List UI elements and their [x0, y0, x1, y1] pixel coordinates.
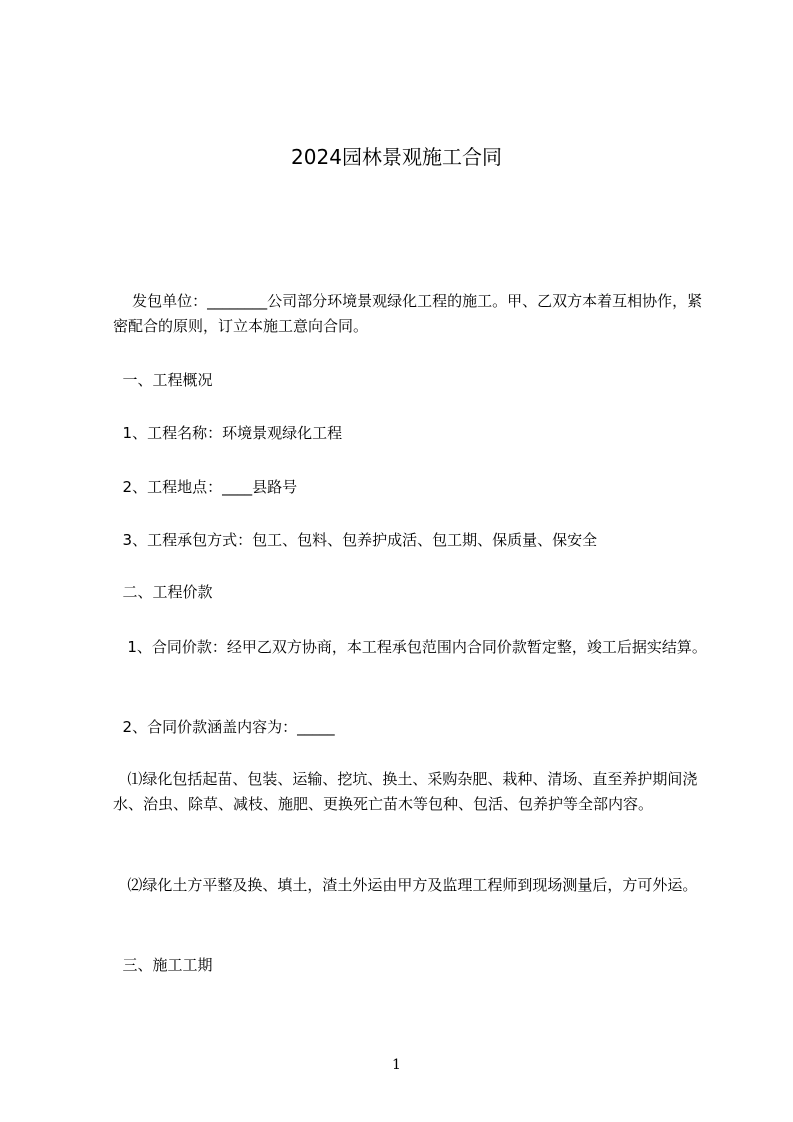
list-item-contract-method: 3、工程承包方式：包工、包料、包养护成活、包工期、保质量、保安全: [113, 531, 598, 549]
document-title: 2024园林景观施工合同: [291, 145, 502, 169]
page-number: 1: [392, 1057, 401, 1073]
list-item-project-name: 1、工程名称：环境景观绿化工程: [113, 424, 343, 442]
section-heading-project-price: 二、工程价款: [113, 583, 213, 601]
sub-item-earthwork: ⑵绿化土方平整及换、填土，渣土外运由甲方及监理工程师到现场测量后，方可外运。: [113, 876, 698, 894]
section-heading-construction-period: 三、施工工期: [113, 956, 213, 974]
list-item-contract-price: 1、合同价款：经甲乙双方协商，本工程承包范围内合同价款暂定整，竣工后据实结算。: [113, 638, 707, 656]
list-item-price-coverage: 2、合同价款涵盖内容为：_____: [113, 718, 335, 736]
sub-item-greening-scope: ⑴绿化包括起苗、包装、运输、挖坑、换土、采购杂肥、栽种、清场、直至养护期间浇水、治虫、除草、减枝、施肥、更换死亡苗木等包种、包活、包养护等全部内容。: [113, 770, 698, 813]
intro-paragraph: 发包单位：________公司部分环境景观绿化工程的施工。甲、乙双方本着互相协作，紧密配合的原则，订立本施工意向合同。: [113, 292, 703, 335]
list-item-project-location: 2、工程地点：____县路号: [113, 478, 298, 496]
section-heading-project-overview: 一、工程概况: [113, 371, 213, 389]
